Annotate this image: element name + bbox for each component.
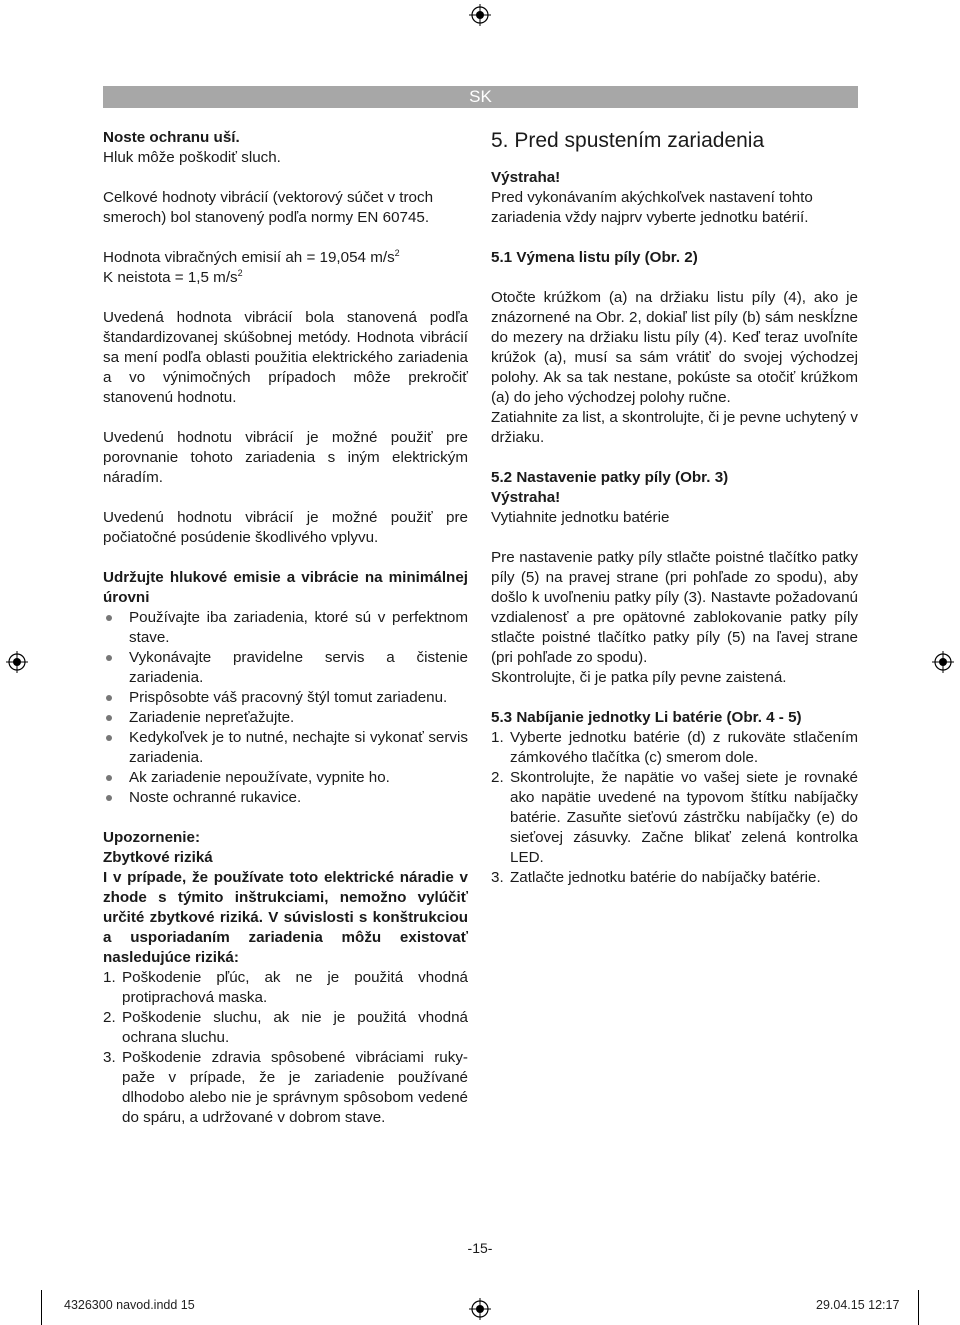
list-item: Kedykoľvek je to nutné, nechajte si vykonať servis zariadenia.	[103, 728, 468, 768]
blade-check-text: Zatiahnite za list, a skontrolujte, či je pevne uchytený v držiaku.	[491, 409, 858, 446]
warning-title: Upozornenie:	[103, 829, 201, 846]
vibration-assessment-text: Uvedenú hodnotu vibrácií je možné použiť pre počiatočné posúdenie škodlivého vplyvu.	[103, 509, 468, 546]
list-item: Používajte iba zariadenia, ktoré sú v perfektnom stave.	[103, 608, 468, 648]
registration-mark-icon	[469, 4, 491, 26]
emission-bullet-list	[103, 608, 468, 808]
emission-heading: Udržujte hlukové emisie a vibrácie na minimálnej úrovni	[103, 569, 468, 606]
warning-title: Výstraha!	[491, 489, 561, 506]
uncertainty-value: K neistota = 1,5 $m/s^2$	[103, 267, 243, 286]
section-5-1-title: 5.1 Výmena listu píly (Obr. 2)	[491, 249, 698, 266]
page-number: -15-	[467, 1240, 493, 1256]
section-5-3-title: 5.3 Nabíjanie jednotky Li batérie (Obr. 4 - 5)	[491, 709, 802, 726]
section-5-title: 5. Pred spustením zariadenia	[491, 129, 765, 152]
warning-title: Výstraha!	[491, 169, 561, 186]
right-column	[491, 128, 858, 888]
residual-risks-text: I v prípade, že používate toto elektrické náradie v zhode s týmito inštrukciami, nemožno vylúčiť určité zbytkové riziká. V súvislosti s konštrukciou a usporiadaním zariadenia môžu existovať nasledujúce riziká:	[103, 869, 468, 966]
residual-risks-heading: Zbytkové riziká	[103, 849, 213, 866]
trim-mark	[41, 1290, 42, 1325]
warning-text: Pred vykonávaním akýchkoľvek nastavení tohto zariadenia vždy najprv vyberte jednotku batérií.	[491, 189, 813, 226]
shoe-adjust-text: Pre nastavenie patky píly stlačte poistné tlačítko patky píly (5) na pravej strane (pri pohľade zo spodu), aby došlo k uvoľneniu patky píly (3). Nastavte požadovanú vzdialenosť a pre opätovné zablokovanie patky píly stlačte poistné tlačítko patky píly (5) na ľavej strane (pri pohľade zo spodu).	[491, 549, 858, 666]
trim-mark	[918, 1290, 919, 1325]
blade-change-text: Otočte krúžkom (a) na držiaku listu píly (4), ako je znázornené na Obr. 2, dokiaľ list píly (b) sám neskĺzne do mezery na držiaku listu píly (4). Keď teraz uvoľníte krúžok (a), musí sa sám vrátiť do svojej východzej polohy. Ak sa tak nestane, pokúste sa otočiť krúžkom (a) do jeho východzej polohy ručne.	[491, 289, 858, 406]
section-5-2-title: 5.2 Nastavenie patky píly (Obr. 3)	[491, 469, 729, 486]
registration-mark-icon	[6, 651, 28, 673]
list-item: 3. Poškodenie zdravia spôsobené vibráciami ruky-paže v prípade, že je zariadenie používané dlhodobo alebo nie je správnym spôsobom vedené do spáru, a udržované v dobrom stave.	[103, 1049, 468, 1126]
vibration-total-text: Celkové hodnoty vibrácií (vektorový súčet v troch smeroch) bol stanovený podľa normy EN 60745.	[103, 189, 434, 226]
risk-list	[103, 968, 468, 1128]
shoe-check-text: Skontrolujte, či je patka píly pevne zaistená.	[491, 669, 787, 686]
registration-mark-icon	[932, 651, 954, 673]
footer-date: 29.04.15 12:17	[816, 1298, 900, 1312]
list-item: 2. Poškodenie sluchu, ak nie je použitá vhodná ochrana sluchu.	[103, 1009, 468, 1046]
vibration-comparison-text: Uvedenú hodnotu vibrácií je možné použiť pre porovnanie tohoto zariadenia s iným elektrickým náradím.	[103, 429, 468, 486]
noise-warning: Hluk môže poškodiť sluch.	[103, 149, 281, 166]
list-item: 1. Poškodenie pľúc, ak ne je použitá vhodná protiprachová maska.	[103, 969, 468, 1006]
registration-mark-icon	[469, 1298, 491, 1320]
vibration-method-text: Uvedená hodnota vibrácií bola stanovená podľa štandardizovanej skúšobnej metódy. Hodnota vibrácií sa mení podľa oblasti použitia elektrického zariadenia a vo výnimočných prípadoch môže prekročiť stanovenú hodnotu.	[103, 309, 468, 406]
list-item: 2. Skontrolujte, že napätie vo vašej siete je rovnaké ako napätie uvedené na typovom štítku nabíjačky batérie. Zasuňte sieťovú zástrčku nabíjačky (e) do sieťovej zásuvky. Začne blikať zelená kontrolka LED.	[491, 769, 858, 866]
list-item: 3. Zatlačte jednotku batérie do nabíjačky batérie.	[491, 869, 821, 886]
list-item: 1. Vyberte jednotku batérie (d) z rukoväte stlačením zámkového tlačítka (c) smerom dole.	[491, 729, 858, 766]
language-label: SK	[469, 87, 492, 106]
list-item: Ak zariadenie nepoužívate, vypnite ho.	[103, 768, 468, 788]
language-header-bar	[103, 86, 858, 108]
list-item: Noste ochranné rukavice.	[103, 788, 468, 808]
list-item: Vykonávajte pravidelne servis a čistenie zariadenia.	[103, 648, 468, 688]
list-item: Prispôsobte váš pracovný štýl tomut zariadenu.	[103, 688, 468, 708]
charging-steps-list	[491, 728, 858, 888]
warning-text: Vytiahnite jednotku batérie	[491, 509, 670, 526]
list-item: Zariadenie nepreťažujte.	[103, 708, 468, 728]
ear-protection-heading: Noste ochranu uší.	[103, 129, 240, 146]
footer-file-name: 4326300 navod.indd 15	[64, 1298, 195, 1312]
vibration-emission-value: Hodnota vibračných emisií ah = 19,054 $m/s^2$	[103, 247, 400, 266]
left-column	[103, 128, 468, 1128]
